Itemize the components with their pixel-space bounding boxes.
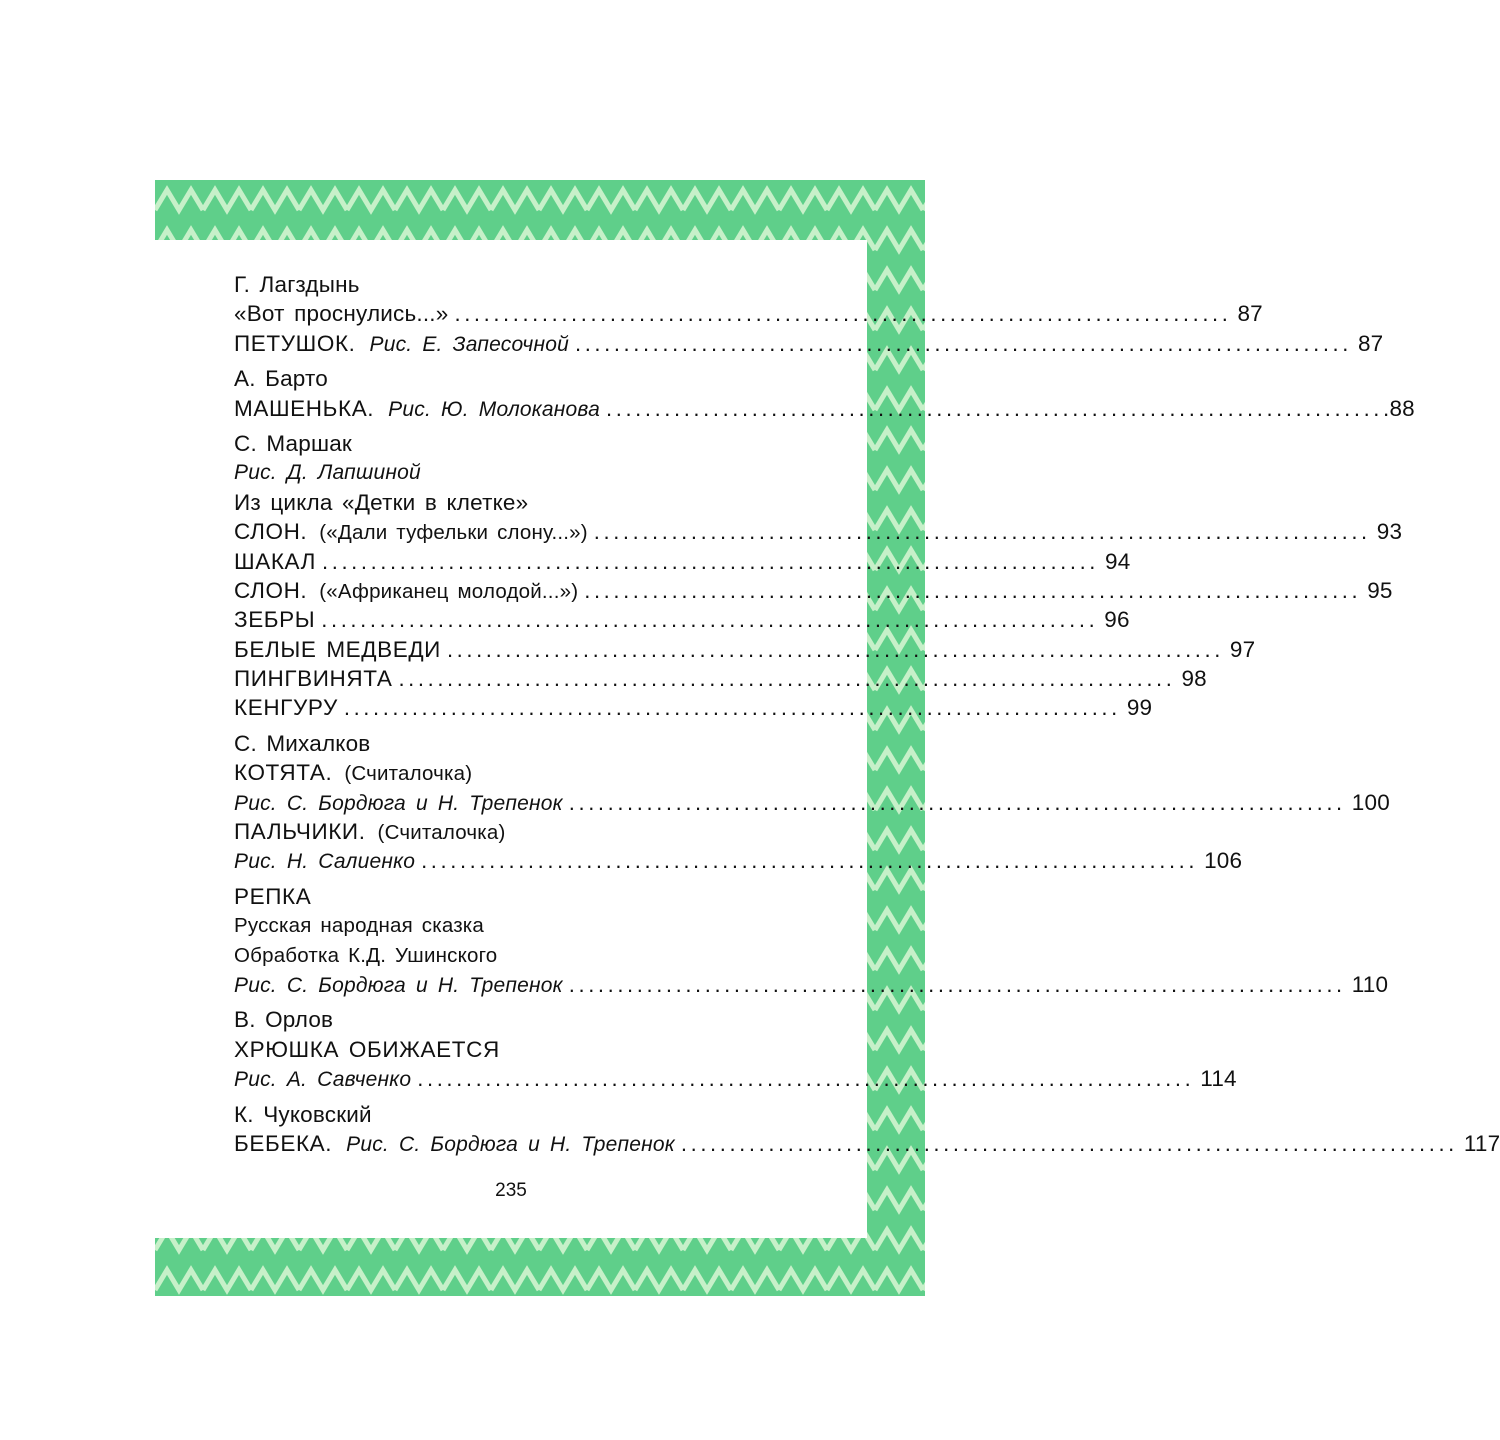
page-ref: 94 <box>1105 548 1131 574</box>
dot-leader: ................................................................................ <box>343 695 1121 721</box>
dot-leader: ................................................................................ <box>446 636 1224 662</box>
toc-author: В. Орлов <box>234 1007 334 1033</box>
page-ref: 96 <box>1104 607 1130 633</box>
toc-cycle: Из цикла «Детки в клетке» <box>234 489 529 515</box>
page-ref: 98 <box>1181 666 1207 692</box>
toc-entry: ПЕТУШОК. Рис. Е. Запесочной ................................................................................ 87 <box>234 329 833 358</box>
dot-leader: ................................................................................ <box>574 330 1352 356</box>
toc-entry: БЕЛЫЕ МЕДВЕДИ ................................................................................ 97 <box>234 635 833 664</box>
page-ref: 114 <box>1200 1066 1237 1092</box>
toc-entry: КЕНГУРУ ................................................................................ 99 <box>234 693 833 722</box>
toc-page <box>155 240 1500 1238</box>
toc-author: К. Чуковский <box>234 1101 372 1127</box>
toc-entry: МАШЕНЬКА. Рис. Ю. Молоканова ................................................................................ .88 <box>234 394 833 423</box>
toc-author: А. Барто <box>234 366 328 392</box>
table-of-contents <box>234 270 1500 1158</box>
dot-leader: ................................................................................ <box>593 519 1371 545</box>
dot-leader: ................................................................................ <box>606 395 1383 421</box>
toc-entry-title: ПАЛЬЧИКИ. (Считалочка) <box>234 819 506 845</box>
toc-entry: СЛОН. («Африканец молодой...») ................................................................................ 95 <box>234 576 833 605</box>
dot-leader: ................................................................................ <box>421 848 1199 874</box>
page-ref: 95 <box>1367 577 1393 603</box>
dot-leader: ................................................................................ <box>584 577 1362 603</box>
dot-leader: ................................................................................ <box>322 548 1099 574</box>
dot-leader: ................................................................................ <box>321 607 1099 633</box>
page-ref: 99 <box>1126 695 1153 721</box>
toc-entry: ПИНГВИНЯТА ................................................................................ 98 <box>234 664 833 693</box>
dot-leader: ................................................................................ <box>568 789 1346 815</box>
page-ref: 106 <box>1204 848 1243 874</box>
toc-illustrator: Рис. Д. Лапшиной <box>234 461 421 485</box>
toc-subtitle: Русская народная сказка <box>234 914 485 938</box>
toc-entry: Рис. С. Бордюга и Н. Трепенок ................................................................................ 100 <box>234 788 833 817</box>
toc-author: С. Маршак <box>234 430 352 456</box>
toc-entry: Рис. С. Бордюга и Н. Трепенок ................................................................................ 110 <box>234 970 833 999</box>
page-ref: 87 <box>1237 301 1263 327</box>
toc-entry: ЗЕБРЫ ................................................................................ 96 <box>234 605 833 634</box>
toc-entry: БЕБЕКА. Рис. С. Бордюга и Н. Трепенок ................................................................................ 117 <box>234 1129 833 1158</box>
dot-leader: ................................................................................ <box>680 1130 1458 1156</box>
toc-entry: «Вот проснулись...» ................................................................................ 87 <box>234 299 833 328</box>
dot-leader: ................................................................................ <box>454 301 1232 327</box>
page-ref: .88 <box>1383 395 1415 421</box>
page-ref: 100 <box>1351 789 1390 815</box>
toc-entry: ШАКАЛ ................................................................................ 94 <box>234 547 833 576</box>
dot-leader: ................................................................................ <box>398 666 1176 692</box>
toc-author: Г. Лагздынь <box>234 272 360 297</box>
toc-entry: СЛОН. («Дали туфельки слону...») ................................................................................ 93 <box>234 517 833 546</box>
toc-entry: Рис. Н. Салиенко ................................................................................ 106 <box>234 846 833 875</box>
toc-entry-title: ХРЮШКА ОБИЖАЕТСЯ <box>234 1036 500 1062</box>
dot-leader: ................................................................................ <box>568 971 1346 997</box>
page-ref: 97 <box>1229 636 1256 662</box>
toc-entry-title: КОТЯТА. (Считалочка) <box>234 760 473 786</box>
toc-entry-title: РЕПКА <box>234 883 312 909</box>
page-ref: 93 <box>1376 519 1403 545</box>
page-ref: 117 <box>1463 1130 1500 1156</box>
toc-author: С. Михалков <box>234 730 371 756</box>
page-ref: 110 <box>1351 971 1389 997</box>
page-ref: 87 <box>1357 330 1384 356</box>
page-number: 235 <box>495 1180 527 1201</box>
toc-subtitle: Обработка К.Д. Ушинского <box>234 943 498 967</box>
toc-entry: Рис. А. Савченко ................................................................................ 114 <box>234 1064 833 1093</box>
dot-leader: ................................................................................ <box>417 1066 1195 1092</box>
